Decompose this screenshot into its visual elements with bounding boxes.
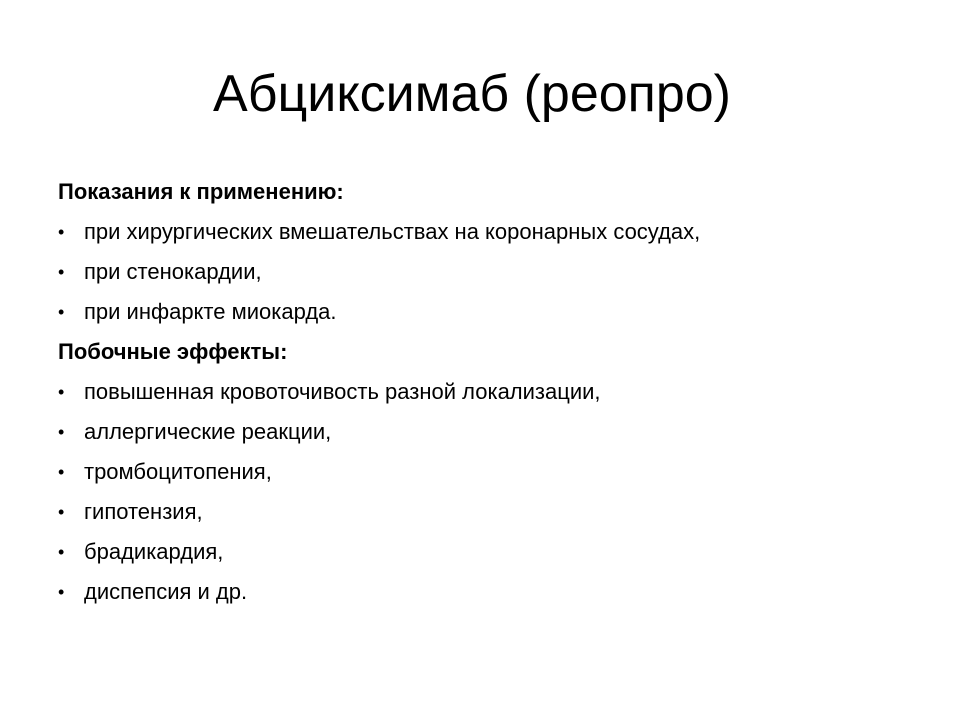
slide-body [58,172,918,612]
list-item [58,572,918,612]
list-item [58,252,918,292]
list-item [58,212,918,252]
list-item-text: гипотензия, [84,499,203,524]
list-item [58,492,918,532]
bullet-icon: • [58,222,65,242]
list-item [58,452,918,492]
bullet-icon: • [58,502,65,522]
bullet-icon: • [58,462,65,482]
bullet-icon: • [58,302,65,322]
list-item [58,372,918,412]
list-item-text: тромбоцитопения, [84,459,272,484]
bullet-icon: • [58,422,65,442]
slide-title: Абциксимаб (реопро) [213,65,731,123]
list-item-text: при хирургических вмешательствах на коронарных сосудах, [84,219,701,244]
bullet-icon: • [58,262,65,282]
list-item [58,412,918,452]
section-heading-indications: Показания к применению: [58,179,344,204]
section-heading-side-effects: Побочные эффекты: [58,339,288,364]
bullet-icon: • [58,582,65,602]
list-item-text: диспепсия и др. [84,579,248,604]
bullet-icon: • [58,382,65,402]
list-item-text: при стенокардии, [84,259,262,284]
list-item [58,292,918,332]
list-item-text: повышенная кровоточивость разной локализации, [84,379,601,404]
list-item-text: при инфаркте миокарда. [84,299,337,324]
list-item [58,532,918,572]
list-item-text: брадикардия, [84,539,224,564]
bullet-icon: • [58,542,65,562]
list-item-text: аллергические реакции, [84,419,332,444]
